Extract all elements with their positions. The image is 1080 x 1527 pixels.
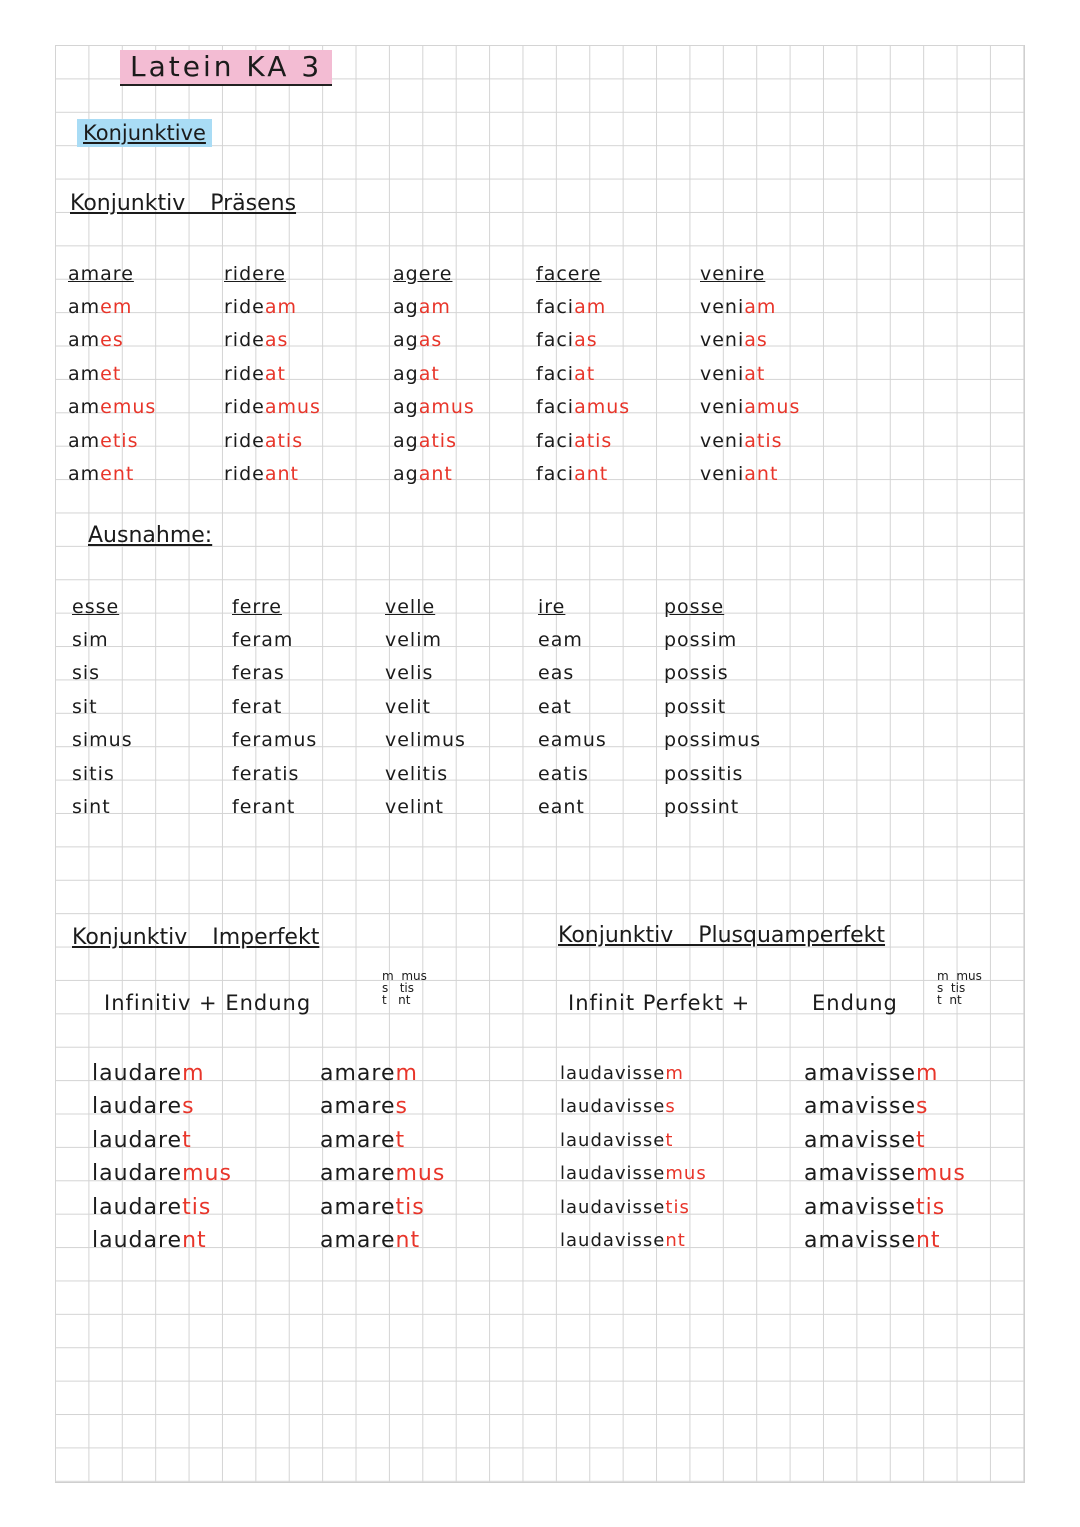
verb-form: velit — [385, 695, 431, 718]
verb-form: ames — [68, 329, 124, 352]
verb-form: rideat — [224, 362, 286, 385]
verb-form: laudavissetis — [560, 1196, 690, 1218]
verb-form: faciamus — [536, 396, 631, 419]
ausnahme-column-posse — [664, 591, 824, 824]
verb-form: veniatis — [700, 429, 783, 452]
verb-form: veniant — [700, 462, 779, 485]
verb-form: possint — [664, 795, 740, 818]
verb-form: amaret — [320, 1127, 406, 1153]
page-subtitle: Konjunktive — [77, 119, 212, 147]
verb-form: amaretis — [320, 1194, 425, 1220]
praesens-column-venire — [700, 258, 840, 491]
verb-form: velitis — [385, 762, 449, 785]
verb-form: eamus — [538, 729, 607, 752]
verb-form: sit — [72, 695, 98, 718]
verb-form: amaremus — [320, 1161, 446, 1187]
verb-form: amavissent — [804, 1227, 941, 1253]
verb-form: amem — [68, 296, 133, 318]
verb-header: venire — [700, 263, 766, 285]
verb-form: facias — [536, 329, 598, 352]
verb-form: rideatis — [224, 429, 304, 452]
verb-form: agant — [393, 462, 453, 485]
praesens-column-facere — [536, 258, 676, 491]
verb-form: laudavissent — [560, 1229, 686, 1251]
verb-form: ament — [68, 462, 135, 485]
verb-header: ridere — [224, 263, 286, 285]
verb-form: laudaremus — [92, 1161, 232, 1187]
verb-form: faciam — [536, 296, 607, 318]
verb-form: laudaret — [92, 1127, 192, 1153]
verb-form: possis — [664, 662, 729, 685]
verb-form: laudavisset — [560, 1129, 674, 1151]
verb-form: sitis — [72, 762, 115, 785]
verb-form: venias — [700, 329, 768, 352]
plusquamperfekt-column-laudavisse — [560, 1057, 780, 1257]
verb-header: velle — [385, 596, 436, 618]
verb-form: amavisset — [804, 1127, 926, 1153]
verb-header: ferre — [232, 596, 282, 618]
verb-form: ferat — [232, 695, 283, 718]
verb-form: eam — [538, 629, 583, 651]
imperfekt-formula: Infinitiv + Endung — [104, 991, 312, 1015]
verb-header: facere — [536, 263, 602, 285]
verb-form: veniam — [700, 296, 777, 318]
verb-form: laudarem — [92, 1061, 205, 1086]
praesens-column-ridere — [224, 258, 364, 491]
verb-form: rideas — [224, 329, 289, 352]
verb-form: amavissem — [804, 1061, 939, 1086]
plusquamperfekt-formula-right: Endung — [812, 991, 898, 1015]
verb-form: veniamus — [700, 396, 801, 419]
verb-form: possimus — [664, 729, 762, 752]
verb-form: simus — [72, 729, 133, 752]
verb-form: amavisses — [804, 1094, 929, 1120]
ausnahme-column-ire — [538, 591, 678, 824]
verb-form: agas — [393, 329, 443, 352]
verb-form: amavissetis — [804, 1194, 946, 1220]
verb-header: posse — [664, 596, 725, 618]
verb-form: agam — [393, 296, 451, 318]
verb-form: faciatis — [536, 429, 613, 452]
verb-form: eat — [538, 695, 572, 718]
verb-form: rideam — [224, 296, 297, 318]
verb-form: possim — [664, 629, 738, 651]
section-title-imperfekt: Konjunktiv Imperfekt — [72, 925, 320, 950]
praesens-column-agere — [393, 258, 533, 491]
verb-form: sint — [72, 795, 111, 818]
verb-form: sis — [72, 662, 101, 685]
ausnahme-column-velle — [385, 591, 525, 824]
praesens-column-amare — [68, 258, 208, 491]
verb-form: eatis — [538, 762, 589, 785]
verb-form: feram — [232, 629, 294, 651]
verb-form: laudaretis — [92, 1194, 212, 1220]
verb-header: ire — [538, 596, 566, 618]
verb-form: ametis — [68, 429, 139, 452]
section-title-ausnahme: Ausnahme: — [88, 523, 213, 548]
verb-form: agat — [393, 362, 440, 385]
section-title-plusquamperfekt: Konjunktiv Plusquamperfekt — [558, 923, 886, 948]
verb-form: amarent — [320, 1227, 421, 1253]
verb-form: laudares — [92, 1094, 195, 1120]
plusquamperfekt-column-amavisse — [804, 1057, 1004, 1257]
imperfekt-column-laudare — [92, 1057, 292, 1257]
verb-form: possit — [664, 695, 727, 718]
verb-header: esse — [72, 596, 120, 618]
verb-form: amemus — [68, 396, 157, 419]
plusquamperfekt-endings: m mus s tis t nt — [937, 969, 982, 1007]
imperfekt-column-amare — [320, 1057, 520, 1257]
verb-form: sim — [72, 629, 109, 651]
verb-form: velint — [385, 795, 444, 818]
ausnahme-column-ferre — [232, 591, 372, 824]
verb-header: agere — [393, 263, 453, 285]
verb-form: agamus — [393, 396, 475, 419]
verb-form: velim — [385, 629, 442, 651]
verb-form: agatis — [393, 429, 457, 452]
imperfekt-endings: m mus s tis t nt — [382, 969, 427, 1007]
verb-form: eant — [538, 795, 585, 818]
verb-form: rideamus — [224, 396, 321, 419]
verb-form: feras — [232, 662, 285, 685]
section-title-praesens: Konjunktiv Präsens — [70, 191, 297, 216]
verb-form: amavissemus — [804, 1161, 966, 1187]
verb-header: amare — [68, 263, 134, 285]
verb-form: amares — [320, 1094, 408, 1120]
verb-form: amarem — [320, 1061, 418, 1086]
verb-form: velimus — [385, 729, 466, 752]
verb-form: laudavissemus — [560, 1163, 707, 1185]
page-title: Latein KA 3 — [120, 50, 332, 86]
verb-form: rideant — [224, 462, 299, 485]
verb-form: possitis — [664, 762, 744, 785]
verb-form: eas — [538, 662, 575, 685]
verb-form: faciant — [536, 462, 609, 485]
verb-form: amet — [68, 362, 122, 385]
verb-form: laudavisses — [560, 1096, 676, 1118]
verb-form: laudavissem — [560, 1063, 684, 1084]
verb-form: laudarent — [92, 1227, 207, 1253]
plusquamperfekt-formula-left: Infinit Perfekt + — [568, 991, 751, 1015]
verb-form: faciat — [536, 362, 596, 385]
verb-form: velis — [385, 662, 434, 685]
ausnahme-column-esse — [72, 591, 212, 824]
verb-form: feramus — [232, 729, 318, 752]
verb-form: feratis — [232, 762, 300, 785]
verb-form: veniat — [700, 362, 766, 385]
verb-form: ferant — [232, 795, 296, 818]
